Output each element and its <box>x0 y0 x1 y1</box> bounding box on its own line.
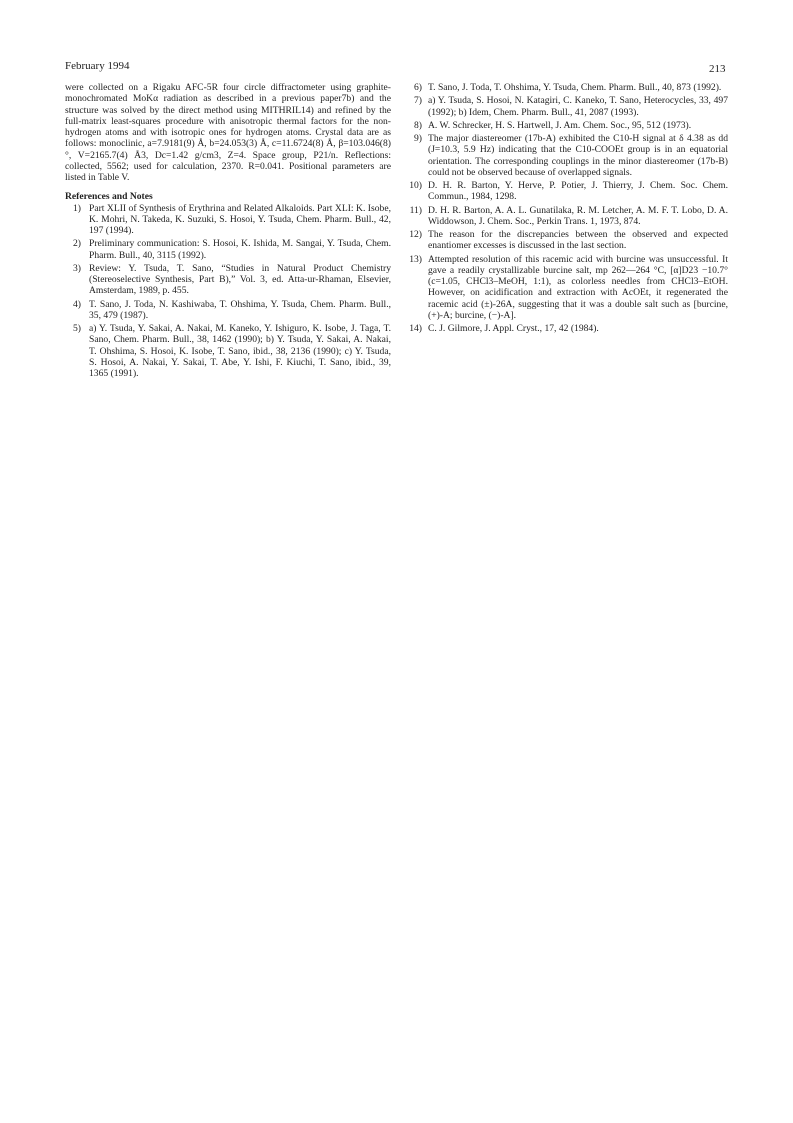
reference-text: A. W. Schrecker, H. S. Hartwell, J. Am. Chem. Soc., 95, 512 (1973). <box>428 119 692 131</box>
reference-text: D. H. R. Barton, Y. Herve, P. Potier, J. Thierry, J. Chem. Soc. Chem. Commun., 1984, 1298. <box>428 180 728 203</box>
reference-item <box>65 203 391 237</box>
reference-text: a) Y. Tsuda, Y. Sakai, A. Nakai, M. Kaneko, Y. Ishiguro, K. Isobe, J. Taga, T. Sano, Chem. Pharm. Bull., 38, 1462 (1990); b) Y. Tsuda, Y. Sakai, A. Nakai, T. Ohshima, S. Hosoi, K. Isobe, T. Sano, ibid., 38, 2136 (1990); c) Y. Tsuda, S. Hosoi, A. Nakai, Y. Sakai, T. Abe, Y. Ishi, F. Kiuchi, T. Sano, ibid., 39, 1365 (1991). <box>89 323 391 379</box>
reference-text: The major diastereomer (17b-A) exhibited the C10-H signal at δ 4.38 as dd (J=10.3, 5.9 Hz) indicating that the C10-COOEt group is in an equatorial orientation. The corresponding couplings in the minor diastereomer (17b-B) could not be observed because of overlapped signals. <box>428 133 728 178</box>
reference-number: 11) <box>409 204 422 216</box>
reference-number: 12) <box>409 229 422 240</box>
reference-item <box>409 180 728 203</box>
reference-text: The reason for the discrepancies between the observed and expected enantiomer excesses is discussed in the last section. <box>428 229 728 252</box>
reference-item <box>65 263 391 297</box>
reference-text: T. Sano, J. Toda, N. Kashiwaba, T. Ohshima, Y. Tsuda, Chem. Pharm. Bull., 35, 479 (1987). <box>89 298 391 321</box>
reference-number: 7) <box>414 95 422 107</box>
reference-text: Part XLII of Synthesis of Erythrina and Related Alkaloids. Part XLI: K. Isobe, K. Mohri, N. Takeda, K. Suzuki, S. Hosoi, Y. Tsuda, Chem. Pharm. Bull., 42, 197 (1994). <box>89 202 391 236</box>
reference-text: D. H. R. Barton, A. A. L. Gunatilaka, R. M. Letcher, A. M. F. T. Lobo, D. A. Widdowson, J. Chem. Soc., Perkin Trans. 1, 1973, 874. <box>428 204 728 227</box>
reference-number: 14) <box>409 323 422 334</box>
reference-number: 2) <box>73 238 81 250</box>
reference-item <box>409 120 728 131</box>
left-column <box>65 82 391 381</box>
reference-number: 6) <box>414 82 422 93</box>
reference-text: Preliminary communication: S. Hosoi, K. Ishida, M. Sangai, Y. Tsuda, Chem. Pharm. Bull., 40, 3115 (1992). <box>89 238 391 261</box>
reference-item <box>409 323 728 334</box>
reference-number: 3) <box>73 262 81 274</box>
reference-number: 1) <box>73 202 81 214</box>
reference-item <box>409 229 728 252</box>
header-date: February 1994 <box>65 60 130 72</box>
reference-text: a) Y. Tsuda, S. Hosoi, N. Katagiri, C. Kaneko, T. Sano, Heterocycles, 33, 497 (1992); b) Idem, Chem. Pharm. Bull., 41, 2087 (1993). <box>428 95 728 118</box>
reference-item <box>409 82 728 93</box>
reference-number: 13) <box>409 253 422 265</box>
right-column <box>409 82 728 336</box>
reference-item <box>409 133 728 178</box>
reference-item <box>409 95 728 118</box>
experimental-paragraph: were collected on a Rigaku AFC-5R four circle diffractometer using graphite-monochromated MoKα radiation as described in a previous paper7b) and the structure was solved by the direct method using MITHRIL14) and refined by the full-matrix least-squares procedure with anisotropic thermal factors for the non-hydrogen atoms and with isotropic ones for hydrogen atoms. Crystal data are as follows: monoclinic, a=7.9181(9) Å, b=24.053(3) Å, c=11.6724(8) Å, β=103.046(8)°, V=2165.7(4) Å3, Dc=1.42 g/cm3, Z=4. Space group, P21/n. Reflections: collected, 5562; used for calculation, 2370. R=0.041. Positional parameters are listed in Table V. <box>65 82 391 183</box>
page-number: 213 <box>709 63 726 75</box>
reference-text: T. Sano, J. Toda, T. Ohshima, Y. Tsuda, Chem. Pharm. Bull., 40, 873 (1992). <box>428 82 722 93</box>
reference-number: 5) <box>73 323 81 334</box>
reference-number: 4) <box>73 298 81 310</box>
reference-text: C. J. Gilmore, J. Appl. Cryst., 17, 42 (1984). <box>428 323 599 334</box>
reference-text: Attempted resolution of this racemic acid with burcine was unsuccessful. It gave a readily crystallizable burcine salt, mp 262—264 °C, [α]D23 −10.7° (c=1.05, CHCl3–MeOH, 1:1), as colorless needles from CHCl3–EtOH. However, on acidification and extraction with AcOEt, it regenerated the racemic acid (±)-26A, suggesting that it was a double salt such as [burcine, (+)-A; burcine, (−)-A]. <box>428 253 728 321</box>
reference-item <box>65 323 391 379</box>
reference-item <box>409 254 728 322</box>
reference-number: 8) <box>414 119 422 131</box>
reference-number: 9) <box>414 133 422 144</box>
reference-item <box>65 299 391 322</box>
reference-number: 10) <box>409 180 422 191</box>
reference-text: Review: Y. Tsuda, T. Sano, “Studies in Natural Product Chemistry (Stereoselective Synthesis, Part B),” Vol. 3, ed. Atta-ur-Rhaman, Elsevier, Amsterdam, 1989, p. 455. <box>89 262 391 297</box>
reference-item <box>65 238 391 261</box>
references-heading: References and Notes <box>65 191 153 203</box>
reference-item <box>409 205 728 228</box>
